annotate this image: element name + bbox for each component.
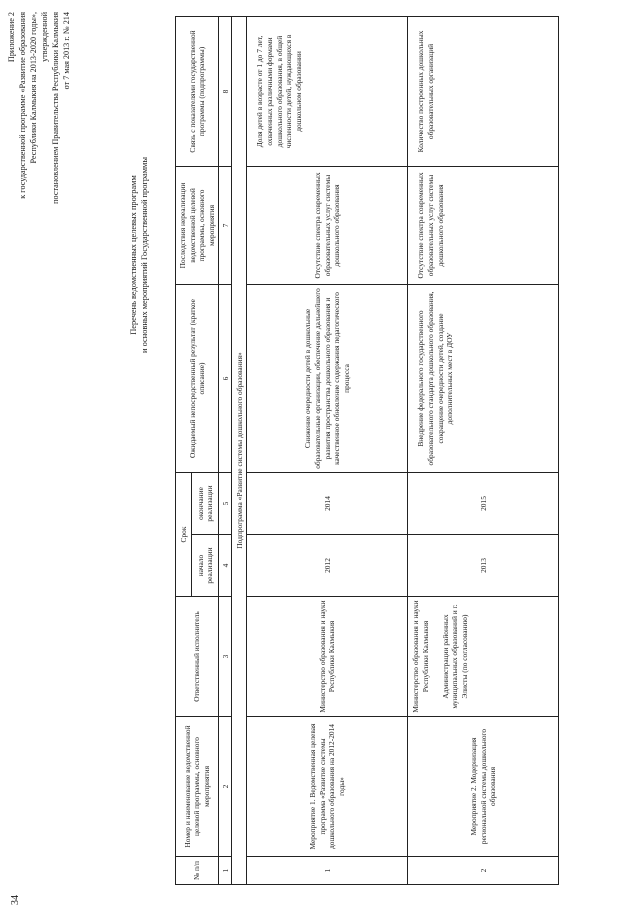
row-num: 1 <box>247 857 408 885</box>
header-consequences: Последствия нереализации ведомственной целевой программы, основного мероприятия <box>176 166 219 284</box>
row-start: 2013 <box>408 535 559 597</box>
column-number: 4 <box>219 535 232 597</box>
table-row <box>408 16 559 884</box>
row-name: Мероприятие 2. Модернизация региональной системы дошкольного образования <box>408 717 559 857</box>
row-executor-administrations: Администрации районных муниципальных образований и г. Элисты (по согласованию) <box>440 604 469 709</box>
column-number: 3 <box>219 597 232 717</box>
row-name: Мероприятие 1. Ведомственная целевая программа «Развитие системы дошкольного образования на 2012-2014 годы» <box>247 717 408 857</box>
header-link: Связь с показателями государственной программы (подпрограммы) <box>176 16 219 166</box>
row-link: Количество построенных дошкольных образовательных организаций <box>408 16 559 166</box>
annex-line-1: Приложение 2 <box>7 12 16 63</box>
title-line-1: Перечень ведомственных целевых программ <box>129 175 138 335</box>
header-term: Срок <box>176 472 192 596</box>
row-result: Снижение очередности детей в дошкольные образовательные организации, обеспечение дальнейшего развития пространства дошкольного образования и качественное обновление содержания педагогического процесса <box>247 284 408 472</box>
row-result: Внедрение федерального государственного образовательного стандарта дошкольного образования, сокращение очередности детей, создание дополнительных мест в ДОУ <box>408 284 559 472</box>
annex-line-2: к государственной программе «Развитие образования <box>18 12 27 199</box>
programs-table-wrapper <box>175 17 559 885</box>
subprogram-row <box>232 16 247 884</box>
header-result: Ожидаемый непосредственный результат (краткое описание) <box>176 284 219 472</box>
subprogram-title: Подпрограмма «Развитие системы дошкольного образования» <box>232 16 247 884</box>
header-executor: Ответственный исполнитель <box>176 597 219 717</box>
programs-table <box>175 16 559 885</box>
row-start: 2012 <box>247 535 408 597</box>
row-end: 2015 <box>408 472 559 534</box>
row-num: 2 <box>408 857 559 885</box>
header-start: начало реализации <box>192 535 219 597</box>
column-number-row <box>219 16 232 884</box>
title-line-2: и основных мероприятий Государственной программы <box>140 157 149 353</box>
column-number: 5 <box>219 472 232 534</box>
column-number: 7 <box>219 166 232 284</box>
page-number: 34 <box>10 895 21 905</box>
header-num: № п/п <box>176 857 219 885</box>
annex-header <box>6 12 72 210</box>
row-executor-ministry: Министерство образования и науки Республики Калмыкия <box>411 600 430 713</box>
row-executor: Министерство образования и науки Республики Калмыкия <box>247 597 408 717</box>
executor-spacer <box>431 600 441 713</box>
annex-line-4: постановлением Правительства Республики Калмыкия <box>51 12 60 204</box>
column-number: 2 <box>219 717 232 857</box>
document-title <box>128 65 150 445</box>
column-number: 6 <box>219 284 232 472</box>
column-number: 1 <box>219 857 232 885</box>
row-consequences: Отсутствие спектра современных образовательных услуг системы дошкольного образования <box>408 166 559 284</box>
annex-line-3: Республики Калмыкия на 2013-2020 годы», утвержденной <box>29 12 49 164</box>
row-executor <box>408 597 559 717</box>
row-end: 2014 <box>247 472 408 534</box>
column-number: 8 <box>219 16 232 166</box>
row-consequences: Отсутствие спектра современных образовательных услуг системы дошкольного образования <box>247 166 408 284</box>
row-link: Доля детей в возрасте от 1 до 7 лет, охваченных различными формами дошкольного образования, в общей численности детей, нуждающихся в дошкольном образовании <box>247 16 408 166</box>
header-end: окончание реализации <box>192 472 219 534</box>
header-row-1 <box>176 16 192 884</box>
annex-line-5: от 7 мая 2013 г. № 214 <box>62 12 71 90</box>
table-row <box>247 16 408 884</box>
header-name: Номер и наименование ведомственной целевой программы, основного мероприятия <box>176 717 219 857</box>
